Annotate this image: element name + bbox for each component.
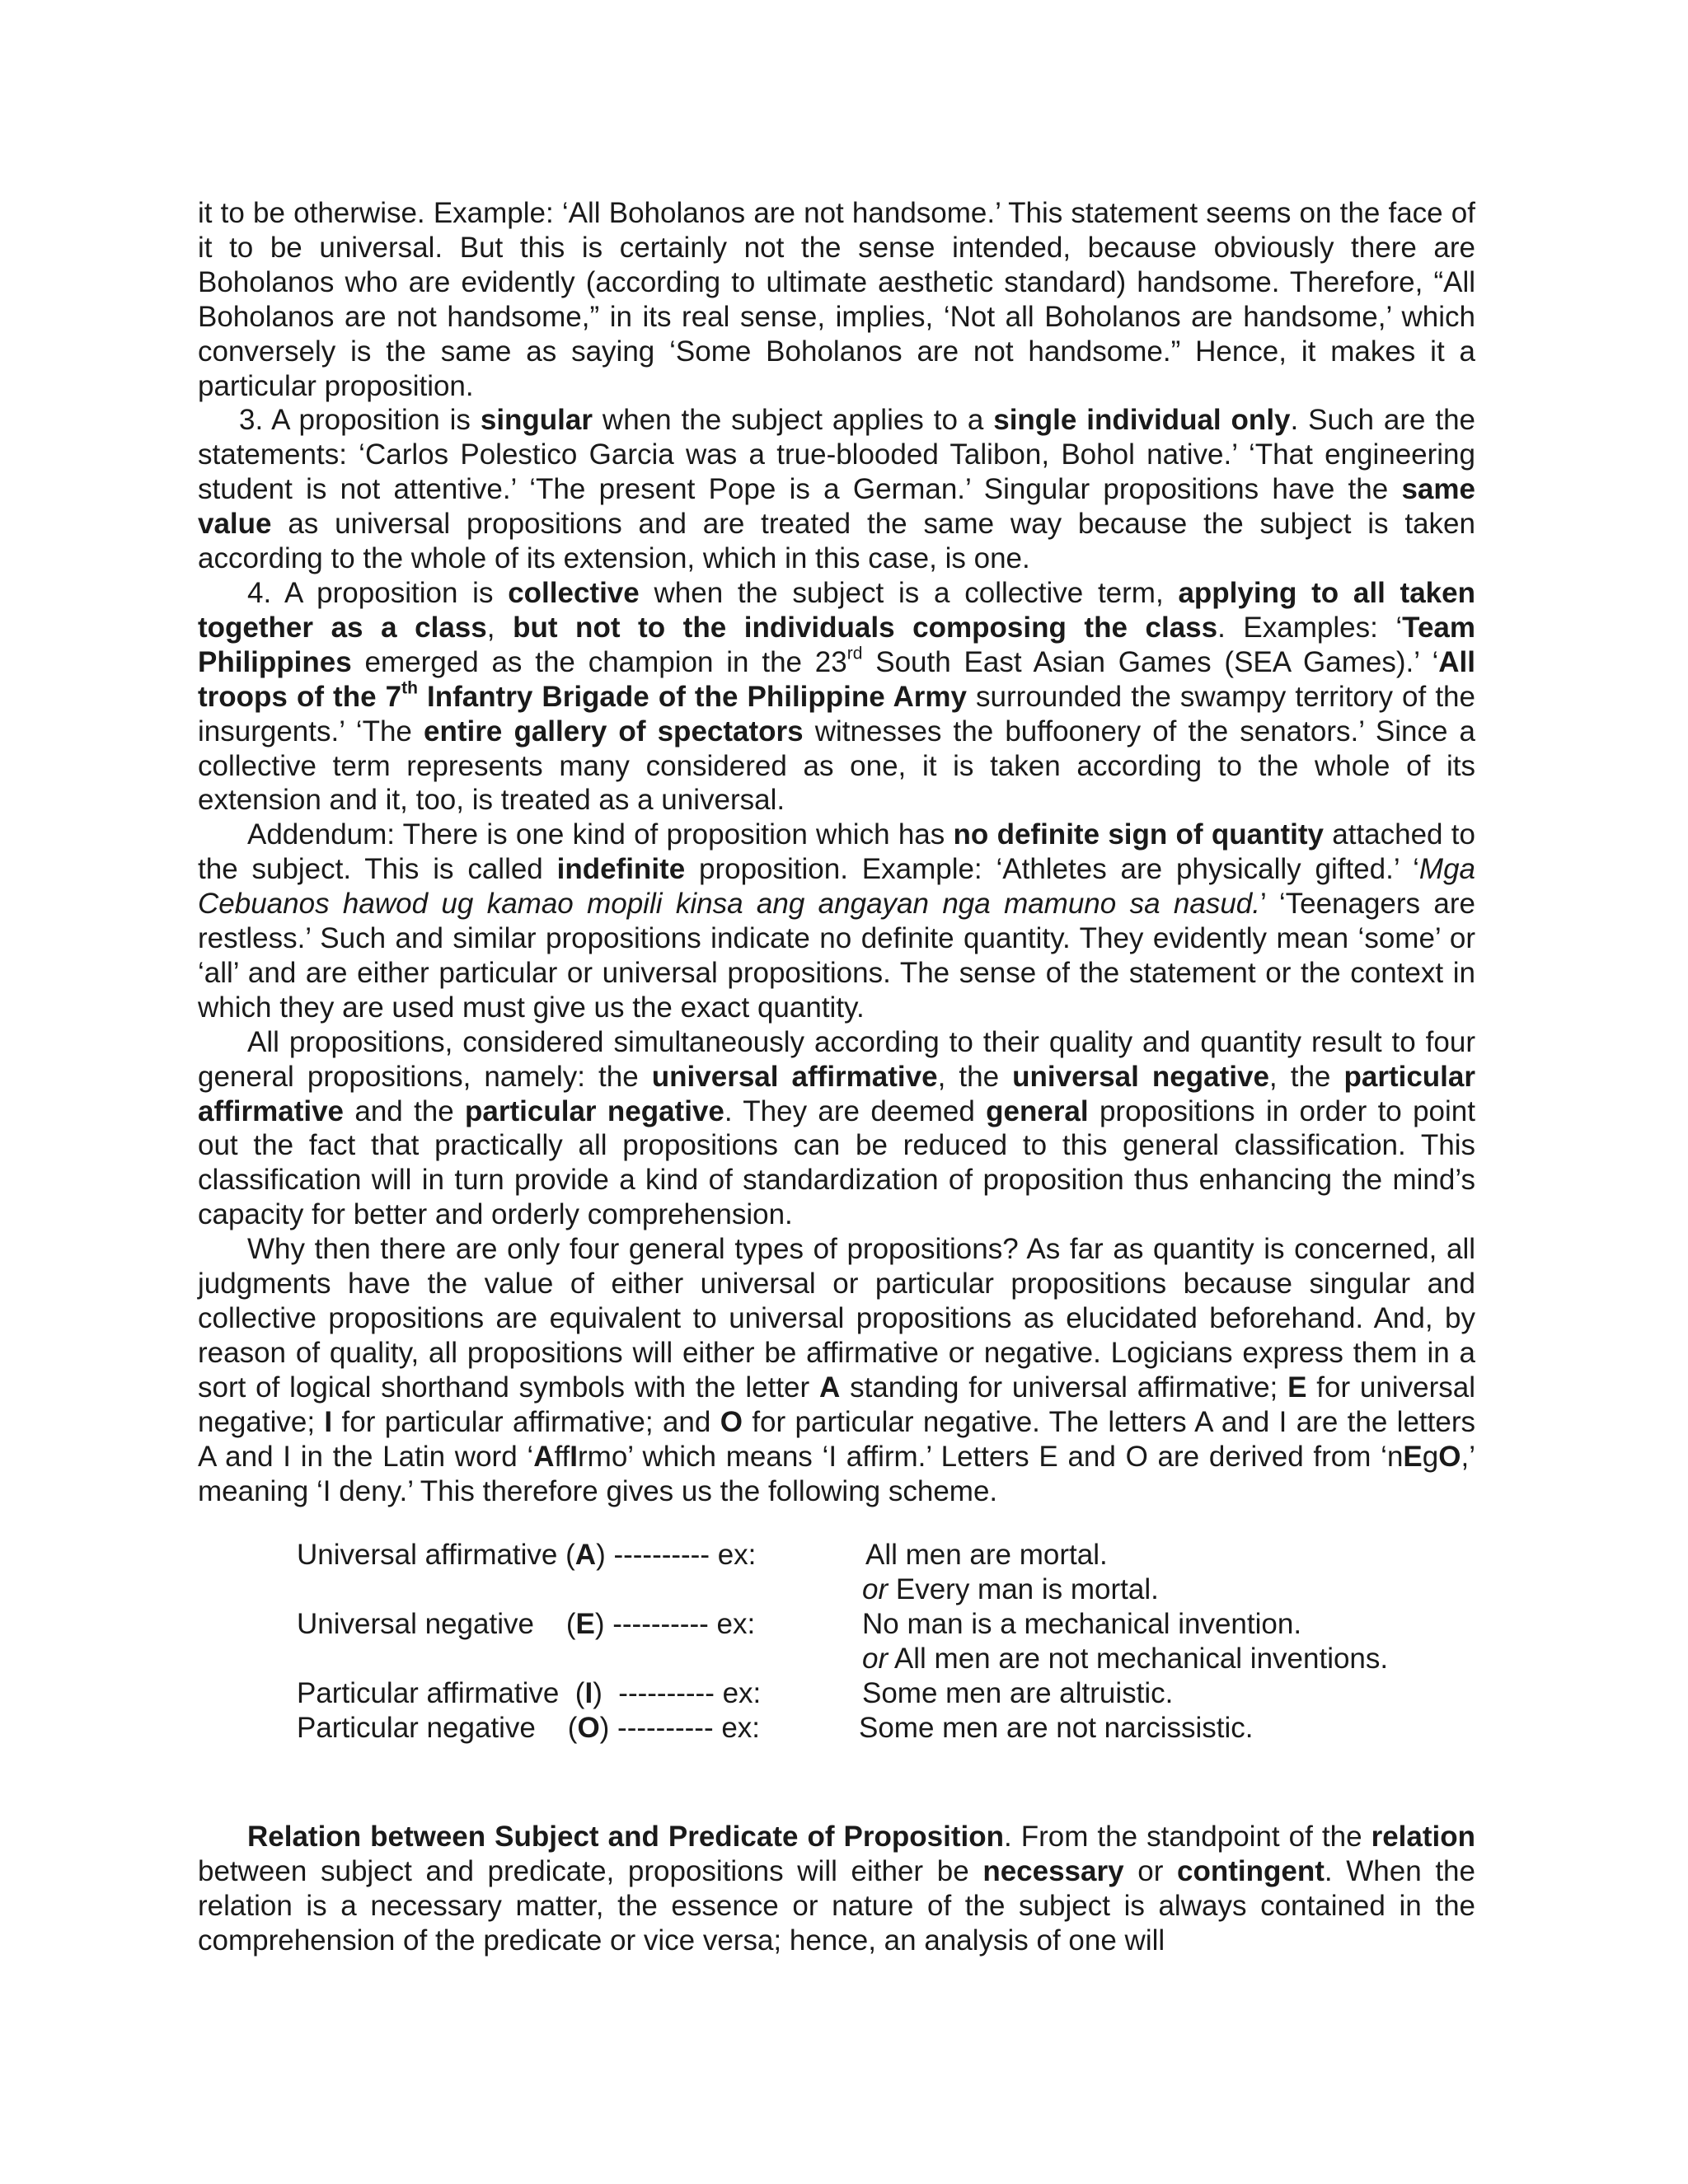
term-not-individuals: but not to the individuals composing the class — [513, 611, 1218, 644]
text-run: 4. A proposition is — [247, 576, 509, 609]
text-run: for particular affirmative; and — [332, 1405, 720, 1438]
paragraph-relation-subject-predicate — [198, 1820, 1475, 1958]
term-particular-negative: particular negative — [465, 1094, 724, 1127]
text-run: for universal negative; — [198, 1371, 1475, 1438]
ordinal-suffix: th — [401, 677, 418, 697]
cebuano-example: Mga Cebuanos hawod ug kamao mopili kinsa ang angayan nga mamuno sa nasud. — [198, 853, 1476, 921]
proposition-scheme — [198, 1538, 1475, 1785]
term-general: general — [986, 1094, 1089, 1127]
text-run: as universal propositions and are treated the same way because the subject is taken according to the whole of its extension, which in this case, is one. — [198, 508, 1475, 575]
text-run: for particular negative. The letters A and I are the letters A and I in the Latin word ‘ — [198, 1405, 1475, 1473]
nego-letter-e: E — [1403, 1440, 1423, 1473]
scheme-label-universal-affirmative: Universal affirmative (A) ---------- ex: — [297, 1539, 757, 1572]
or-label: or — [862, 1573, 889, 1606]
text-run: ff — [554, 1440, 570, 1473]
text-run: when the subject applies to a — [593, 404, 994, 437]
scheme-label-universal-negative: Universal negative (E) ---------- ex: — [297, 1608, 756, 1641]
text-run: Addendum: There is one kind of proposition which has — [247, 818, 954, 851]
text-run: . From the standpoint of the — [1003, 1821, 1372, 1854]
text-run: propositions in order to point out the fact that practically all propositions can be reduced to this general classification. This classification will in turn provide a kind of standardization of proposition thus enhancing the mind’s capacity for better and orderly comprehension. — [198, 1094, 1475, 1231]
text-run: 3. A proposition is — [239, 404, 481, 437]
scheme-letter-i: I — [584, 1677, 593, 1710]
affirmo-letter-i: I — [570, 1440, 579, 1473]
text-run: All propositions, considered simultaneously according to their quality and quantity result to four general propositions, namely: the — [198, 1025, 1475, 1093]
section-heading-relation: Relation between Subject and Predicate of Proposition — [247, 1821, 1004, 1854]
term-infantry-brigade: Infantry Brigade of the Philippine Army — [417, 680, 967, 713]
scheme-alt-example-universal-negative: or All men are not mechanical inventions. — [862, 1643, 1389, 1675]
term-relation: relation — [1371, 1821, 1475, 1854]
term-team-philippines: Team Philippines — [198, 611, 1476, 678]
text-run: between subject and predicate, propositions will either be — [198, 1855, 983, 1888]
symbol-a: A — [818, 1371, 841, 1404]
text-run: or — [1123, 1855, 1177, 1888]
term-universal-affirmative: universal affirmative — [651, 1060, 938, 1093]
text-run: g — [1422, 1440, 1439, 1473]
or-label: or — [862, 1643, 889, 1675]
text-run: South East Asian Games (SEA Games).’ ‘ — [862, 645, 1439, 678]
text-run: , the — [937, 1060, 1013, 1093]
term-universal-negative: universal negative — [1012, 1060, 1269, 1093]
text-run: witnesses the buffoonery of the senators.’ Since a collective term represents many considered as one, it is taken according to the whole of its extension and it, too, is treated as a universal. — [198, 715, 1476, 817]
text-run: Why then there are only four general types of propositions? As far as quantity is concerned, all judgments have the value of either universal or particular propositions because singular and collective propositions are equivalent to universal propositions as elucidated beforehand. And, by reason of quality, all propositions will either be affirmative or negative. Logicians express them in a sort of logical shorthand symbols with the letter — [198, 1233, 1475, 1404]
text-run: ,’ meaning ‘I deny.’ This therefore gives us the following scheme. — [198, 1440, 1475, 1507]
term-necessary: necessary — [982, 1855, 1124, 1888]
scheme-example-particular-affirmative: Some men are altruistic. — [862, 1677, 1174, 1710]
paragraph-why-four-types — [198, 1232, 1475, 1508]
symbol-i: I — [324, 1405, 333, 1438]
text-run: attached to the subject. This is called — [198, 818, 1475, 886]
affirmo-letter-a: A — [533, 1440, 555, 1473]
paragraph-singular-proposition — [198, 403, 1475, 576]
scheme-label-particular-negative: Particular negative (O) ---------- ex: — [297, 1712, 761, 1745]
text-run: and the — [344, 1094, 466, 1127]
text-run: . When the relation is a necessary matter, the essence or nature of the subject is always contained in the comprehension of the predicate or vice versa; hence, an analysis of one will — [198, 1855, 1475, 1957]
paragraph-collective-proposition — [198, 576, 1475, 818]
scheme-letter-e: E — [575, 1608, 595, 1641]
term-singular: singular — [480, 404, 593, 437]
ordinal-suffix: rd — [846, 644, 863, 663]
term-indefinite: indefinite — [556, 853, 686, 886]
paragraph-four-general-propositions — [198, 1025, 1475, 1232]
term-particular-affirmative: particular affirmative — [198, 1060, 1475, 1127]
text-run: , the — [1268, 1060, 1344, 1093]
scheme-letter-a: A — [574, 1539, 597, 1572]
text-run: surrounded the swampy territory of the insurgents.’ ‘The — [198, 680, 1475, 748]
paragraph-particular-example — [198, 196, 1475, 403]
text-run: proposition. Example: ‘Athletes are physically gifted.’ ‘ — [685, 853, 1419, 886]
term-collective: collective — [508, 576, 640, 609]
term-single-individual-only: single individual only — [993, 404, 1291, 437]
document-page — [198, 196, 1475, 1958]
term-no-definite-sign: no definite sign of quantity — [953, 818, 1324, 851]
paragraph-addendum-indefinite — [198, 818, 1475, 1024]
text-run: emerged as the champion in the 23 — [351, 645, 847, 678]
paragraph-text: it to be otherwise. Example: ‘All Boholanos are not handsome.’ This statement seems on the face of it to be universal. But this is certainly not the sense intended, because obviously there are Boholanos who are evidently (according to ultimate aesthetic standard) handsome. Therefore, “All Boholanos are not handsome,” in its real sense, implies, ‘Not all Boholanos are handsome,’ which conversely is the same as saying ‘Some Boholanos are not handsome.” Hence, it makes it a particular proposition. — [198, 197, 1475, 402]
scheme-example-particular-negative: Some men are not narcissistic. — [859, 1712, 1254, 1745]
text-run: when the subject is a collective term, — [639, 576, 1179, 609]
scheme-example-universal-negative: No man is a mechanical invention. — [862, 1608, 1302, 1641]
text-run: ’ ‘Teenagers are restless.’ Such and similar propositions indicate no definite quantity. They evidently mean ‘some’ or ‘all’ and are either particular or universal propositions. The sense of the statement or the context in which they are used must give us the exact quantity. — [198, 888, 1475, 1024]
text-run: rmo’ which means ‘I affirm.’ Letters E and O are derived from ‘n — [578, 1440, 1404, 1473]
symbol-e: E — [1287, 1371, 1307, 1404]
text-run: standing for universal affirmative; — [840, 1371, 1288, 1404]
term-contingent: contingent — [1177, 1855, 1325, 1888]
text-run: . Examples: ‘ — [1217, 611, 1403, 644]
nego-letter-o: O — [1438, 1440, 1461, 1473]
text-run: . They are deemed — [724, 1094, 987, 1127]
symbol-o: O — [720, 1405, 743, 1438]
term-same-value: same value — [198, 473, 1475, 541]
scheme-alt-example-universal-affirmative: or Every man is mortal. — [862, 1573, 1159, 1606]
scheme-example-universal-affirmative: All men are mortal. — [865, 1539, 1108, 1572]
scheme-label-particular-affirmative: Particular affirmative (I) ---------- ex: — [297, 1677, 762, 1710]
term-applying-to-all: applying to all taken together as a class — [198, 576, 1475, 644]
scheme-letter-o: O — [577, 1712, 600, 1745]
text-run: . Such are the statements: ‘Carlos Polestico Garcia was a true-blooded Talibon, Bohol native.’ ‘That engineering student is not attentive.’ ‘The present Pope is a German.’ Singular propositions have the — [198, 404, 1476, 506]
term-all-troops: All troops of the 7 — [198, 645, 1475, 713]
term-entire-gallery: entire gallery of spectators — [424, 715, 804, 748]
text-run: , — [486, 611, 513, 644]
